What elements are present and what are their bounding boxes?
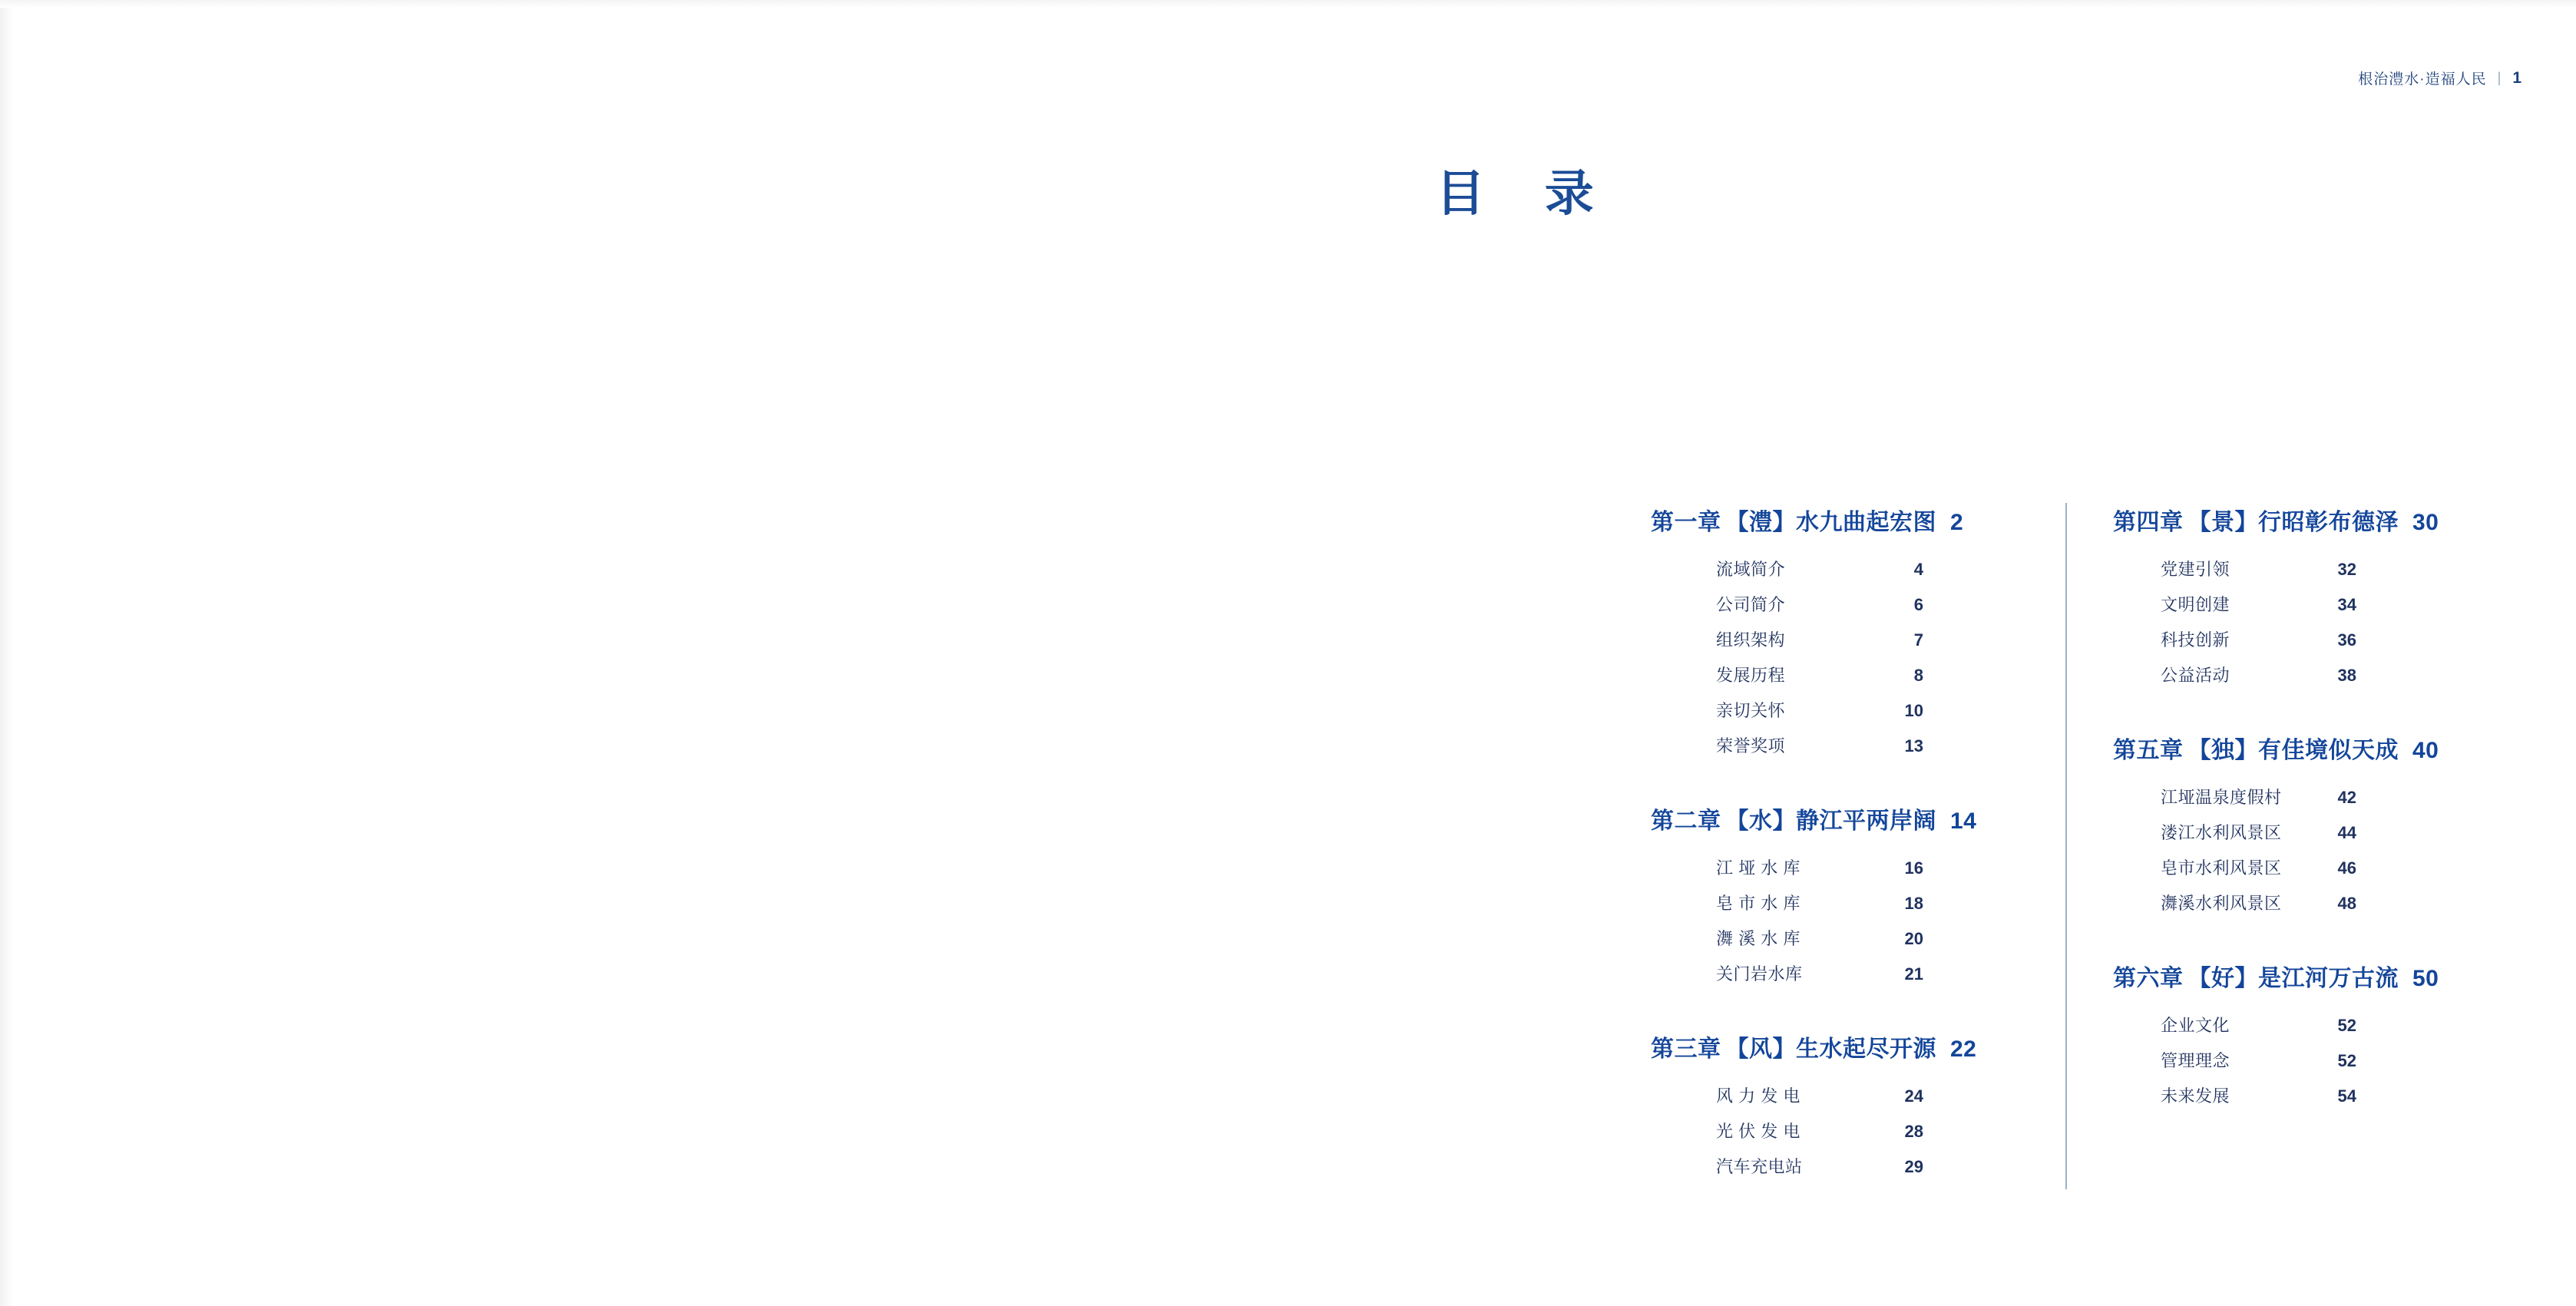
entry-page: 54 [2337,1086,2356,1106]
list-item[interactable] [2113,891,2472,914]
entry-page: 38 [2337,666,2356,685]
list-item[interactable] [2113,592,2472,616]
entry-label: 㵲 溪 水 库 [1716,929,1801,948]
chapter-page: 2 [1950,510,1964,535]
chapter-title: 【水】静江平两岸阔 [1725,808,1936,834]
chapter-number: 第四章 [2113,510,2184,535]
list-item[interactable] [1651,627,2058,651]
entry-page: 42 [2337,788,2356,807]
entry-page: 4 [1913,560,1923,579]
chapter-block [2113,503,2472,686]
list-item[interactable] [1651,733,2058,757]
entry-label: 风 力 发 电 [1716,1086,1801,1106]
chapter-title: 【风】生水起尽开源 [1725,1037,1936,1062]
entry-label: 汽车充电站 [1716,1157,1803,1176]
chapter-page: 40 [2412,738,2439,763]
entry-label: 㵲溪水利风景区 [2161,894,2282,913]
chapter-title: 【独】有佳境似天成 [2187,738,2399,763]
chapter-heading[interactable] [2113,503,2472,537]
list-item[interactable] [1651,891,2058,914]
list-item[interactable] [2113,820,2472,844]
chapter-page: 50 [2412,966,2439,991]
entry-page: 34 [2337,595,2356,614]
entry-label: 溇江水利风景区 [2161,823,2282,842]
entry-label: 文明创建 [2161,595,2230,614]
entry-page: 44 [2337,823,2356,842]
entry-label: 江垭温泉度假村 [2161,788,2282,807]
chapter-number: 第五章 [2113,738,2184,763]
running-header-title: 根治澧水·造福人民 [2358,71,2487,88]
list-item[interactable] [1651,961,2058,985]
entry-page: 10 [1904,701,1923,720]
chapter-heading[interactable] [2113,731,2472,765]
entry-label: 管理理念 [2161,1051,2230,1070]
chapter-number: 第三章 [1651,1037,1721,1062]
list-item[interactable] [2113,855,2472,879]
entry-label: 组织架构 [1716,630,1786,650]
chapter-block [1651,1030,2058,1178]
chapter-title: 【景】行昭彰布德泽 [2187,510,2399,535]
chapter-block [2113,731,2472,914]
entry-page: 16 [1904,858,1923,878]
list-item[interactable] [1651,592,2058,616]
entry-page: 21 [1904,964,1923,984]
chapter-page: 14 [1950,808,1977,834]
list-item[interactable] [2113,663,2472,686]
list-item[interactable] [2113,785,2472,808]
entry-label: 皂市水利风景区 [2161,858,2282,878]
entry-label: 科技创新 [2161,630,2230,650]
list-item[interactable] [2113,1013,2472,1037]
entry-page: 48 [2337,894,2356,913]
chapter-number: 第一章 [1651,510,1721,535]
chapter-number: 第六章 [2113,966,2184,991]
entry-label: 关门岩水库 [1716,964,1803,984]
chapter-heading[interactable] [1651,802,2058,835]
page-edge-shadow-top [0,0,2576,8]
entry-label: 亲切关怀 [1716,701,1786,720]
page-title: 目 录 [1436,166,1617,221]
list-item[interactable] [2113,1083,2472,1107]
entry-label: 皂 市 水 库 [1716,894,1801,913]
entry-page: 8 [1913,666,1923,685]
list-item[interactable] [1651,1119,2058,1142]
entry-label: 公益活动 [2161,666,2230,685]
list-item[interactable] [1651,926,2058,950]
chapter-page: 22 [1950,1037,1977,1062]
running-header-separator: | [2497,70,2502,85]
list-item[interactable] [1651,557,2058,580]
list-item[interactable] [1651,663,2058,686]
chapter-block [1651,503,2058,757]
chapter-number: 第二章 [1651,808,1721,834]
entry-page: 7 [1913,630,1923,650]
toc-column-left [1651,503,2058,1189]
chapter-heading[interactable] [1651,503,2058,537]
entry-page: 46 [2337,858,2356,878]
list-item[interactable] [2113,557,2472,580]
list-item[interactable] [1651,855,2058,879]
list-item[interactable] [1651,1154,2058,1178]
entry-label: 未来发展 [2161,1086,2230,1106]
entry-page: 36 [2337,630,2356,650]
running-header [2358,68,2522,88]
entry-page: 24 [1904,1086,1923,1106]
entry-label: 公司简介 [1716,595,1786,614]
entry-page: 13 [1904,736,1923,755]
list-item[interactable] [2113,1048,2472,1072]
entry-page: 52 [2337,1051,2356,1070]
toc-column-right [2065,503,2472,1189]
chapter-block [1651,802,2058,985]
entry-label: 流域简介 [1716,560,1786,579]
list-item[interactable] [2113,627,2472,651]
entry-label: 发展历程 [1716,666,1786,685]
entry-page: 6 [1913,595,1923,614]
list-item[interactable] [1651,1083,2058,1107]
entry-label: 光 伏 发 电 [1716,1122,1801,1141]
entry-page: 20 [1904,929,1923,948]
entry-label: 党建引领 [2161,560,2230,579]
page-number: 1 [2512,68,2522,87]
chapter-page: 30 [2412,510,2439,535]
chapter-heading[interactable] [2113,959,2472,993]
entry-page: 18 [1904,894,1923,913]
entry-page: 32 [2337,560,2356,579]
entry-label: 企业文化 [2161,1016,2230,1035]
entry-page: 52 [2337,1016,2356,1035]
entry-page: 29 [1904,1157,1923,1176]
chapter-title: 【澧】水九曲起宏图 [1725,510,1936,535]
page-edge-shadow-left [0,0,14,1306]
chapter-block [2113,959,2472,1107]
entry-label: 荣誉奖项 [1716,736,1786,755]
chapter-title: 【好】是江河万古流 [2187,966,2399,991]
entry-label: 江 垭 水 库 [1716,858,1801,878]
table-of-contents [1651,503,2511,1189]
entry-page: 28 [1904,1122,1923,1141]
chapter-heading[interactable] [1651,1030,2058,1063]
list-item[interactable] [1651,698,2058,722]
